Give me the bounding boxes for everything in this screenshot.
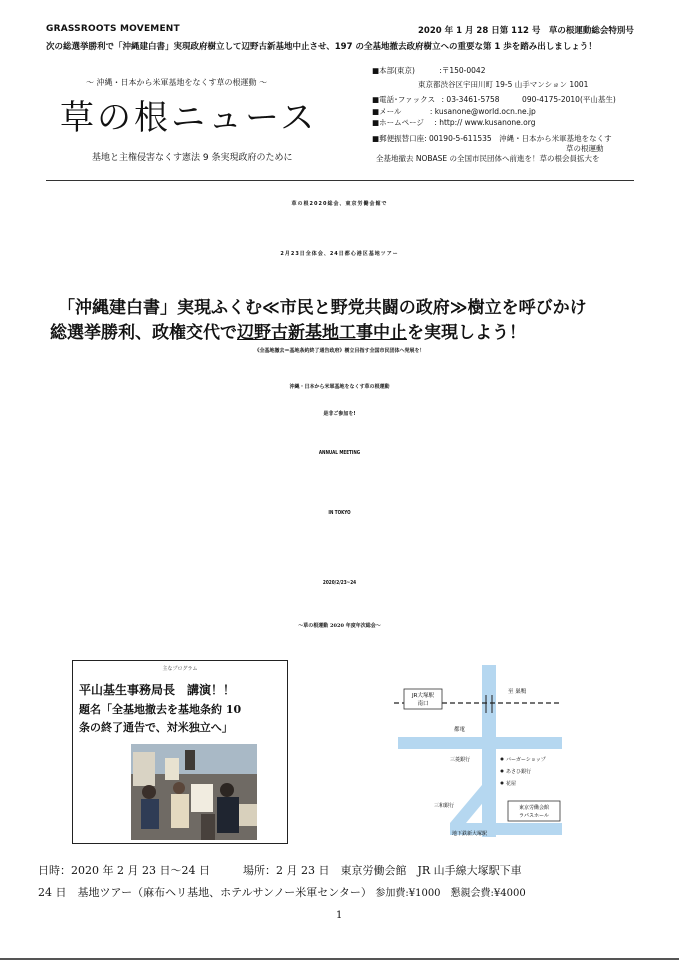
headline-main: 草の根2020総会、東京労働会館で — [291, 201, 388, 207]
map-bank2: あさひ銀行 — [506, 769, 532, 775]
event-details-line2 — [38, 884, 526, 900]
org-name: GRASSROOTS MOVEMENT — [46, 24, 180, 34]
event-details-line1: 日時：2020 年 2 月 23 日～24 日 場所：2 月 23 日 東京労働会館 JR 山手線大塚駅下車 — [38, 864, 522, 877]
contact-mail — [372, 107, 536, 117]
headline-dates: 2月23日全体会、24日都心港区基地ツアー — [280, 251, 399, 257]
map-bank1: 三菱銀行 — [450, 757, 471, 763]
map-line-label: 至 巣鴨 — [508, 689, 527, 695]
map-venue-label1: 東京労働会館 — [518, 805, 550, 811]
map-florist: 花屋 — [506, 781, 517, 787]
contact-phone — [372, 95, 616, 105]
event-title-line1: ANNUAL MEETING — [318, 450, 361, 456]
map-toden-label: 都電 — [454, 727, 466, 733]
hq-address: 東京都渋谷区宇田川町 19-5 山手マンション 1001 — [418, 80, 589, 89]
map-venue-label2: ラパスホール — [519, 813, 549, 819]
purpose-line: 基地と主権侵害なくす憲法 9 条実現政府のために — [92, 153, 293, 163]
program-topic-line1: 題名「全基地撤去を基地条約 10 — [79, 703, 242, 716]
map-station-exit: 南口 — [417, 701, 429, 707]
contact-web — [372, 118, 535, 128]
page-bottom-border — [0, 958, 679, 960]
protest-photo-image — [131, 744, 257, 840]
headline-goal: 《全基地撤去＝基地条約終了通告政府》樹立目指す全国市民団体へ発展を！ — [254, 348, 425, 354]
hq-zip: :〒150-0042 — [439, 66, 486, 75]
issue-info: 2020 年 1 月 28 日第 112 号 草の根運動総会特別号 — [418, 26, 634, 36]
headline-election-post: を実現しよう！ — [407, 323, 526, 343]
program-box — [72, 660, 288, 844]
program-speaker: 平山基生事務局長 講演！！ — [79, 683, 236, 697]
tagline: ～ 沖縄・日本から米軍基地をなくす草の根運動 ～ — [86, 78, 268, 87]
tour-info: 24 日 基地ツアー（麻布ヘリ基地、ホテルサンノー米軍センター） — [38, 886, 372, 899]
join-call: 是非ご参加を! — [323, 411, 356, 417]
program-label: 主なプログラム — [162, 666, 198, 672]
headline-election-pre: 総選挙勝利、政権交代で — [50, 323, 237, 343]
map-road-horizontal — [398, 737, 562, 749]
speaker-photo — [131, 744, 257, 840]
newspaper-title: 草の根ニュース — [60, 98, 318, 138]
headline-call: 「沖縄建白書」実現ふくむ≪市民と野党共闘の政府≫樹立を呼びかけ — [58, 298, 587, 318]
web-label: ■ホームページ — [372, 118, 424, 127]
postal-account-name: 草の根運動 — [566, 144, 604, 153]
map-bank3: 三和銀行 — [434, 803, 455, 809]
fee-info: 参加費:¥1000 懇親会費:¥4000 — [375, 888, 526, 899]
venue-map — [390, 665, 562, 837]
mail-address: : kusanone@world.ocn.ne.jp — [429, 107, 536, 116]
postal-account: ■郵便振替口座: 00190-5-611535 沖縄・日本から米軍基地をなくす — [372, 134, 612, 143]
phone-number: : 03-3461-5758 090-4175-2010(平山基生) — [441, 95, 616, 104]
phone-label: ■電話･ファックス — [372, 95, 436, 104]
movement-name: 沖縄・日本から米軍基地をなくす草の根運動 — [289, 384, 390, 390]
map-subway-label: 地下鉄新大塚駅 — [452, 831, 488, 837]
program-topic-line2: 条の終了通告で、対米独立へ」 — [79, 721, 233, 734]
headline-election-emphasis: 辺野古新基地工事中止 — [237, 323, 407, 343]
page-number: 1 — [336, 910, 343, 921]
map-road-vertical — [482, 665, 496, 837]
nobase-slogan: 全基地撤去 NOBASE の全国市民団体へ前進を！草の根会員拡大を — [376, 154, 600, 163]
map-shop: バーガーショップ — [506, 757, 546, 763]
web-address: : http:// www.kusanone.org — [434, 118, 536, 127]
masthead-divider — [46, 180, 634, 181]
map-station-label: JR大塚駅 — [412, 693, 434, 699]
hq-label: ■本部(東京) — [372, 66, 415, 75]
headline-election — [50, 318, 526, 343]
slogan: 次の総選挙勝利で「沖縄建白書」実現政府樹立して辺野古新基地中止させ、197 の全基地撤去政府樹立への重要な第 1 歩を踏み出しましょう！ — [46, 42, 597, 52]
contact-hq — [372, 66, 485, 76]
event-dates: 2020/2/23~24 — [322, 580, 357, 586]
event-title-line2: IN TOKYO — [328, 510, 351, 516]
mail-label: ■メール — [372, 107, 402, 116]
event-subtitle: ～草の根運動 2020 年度年次総会～ — [298, 623, 381, 629]
